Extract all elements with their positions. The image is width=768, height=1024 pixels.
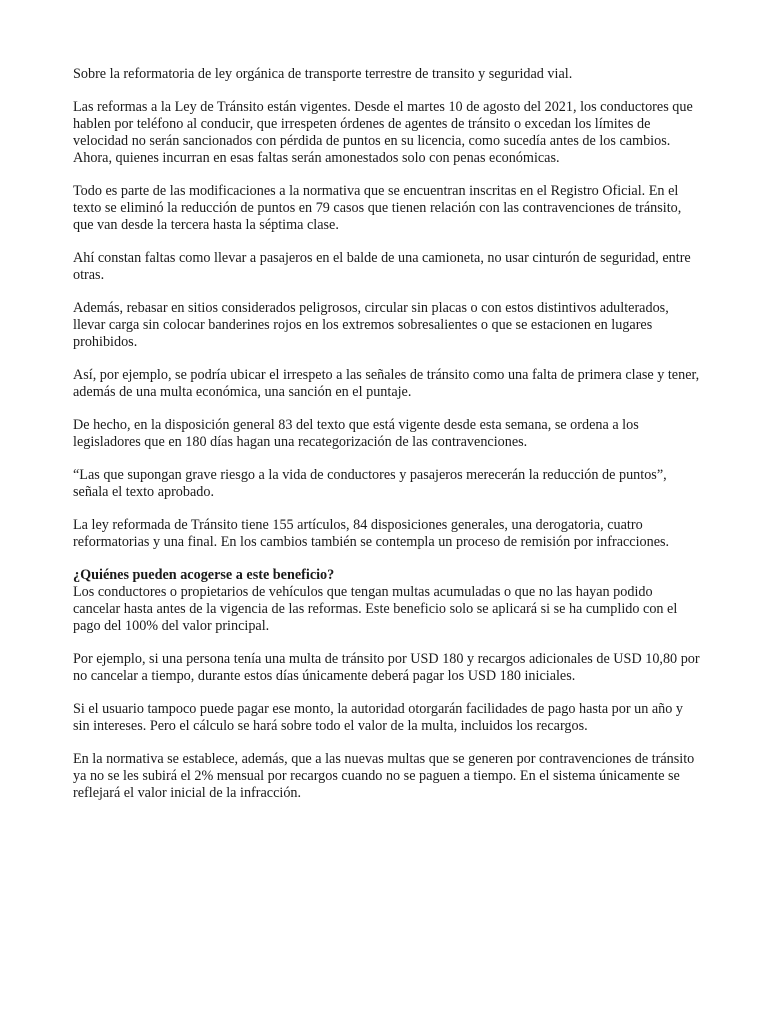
body-paragraph: Así, por ejemplo, se podría ubicar el irrespeto a las señales de tránsito como una falta de primera clase y tener, además de una multa económica, una sanción en el puntaje. [73, 367, 700, 400]
body-paragraph: Las reformas a la Ley de Tránsito están vigentes. Desde el martes 10 de agosto del 2021, los conductores que hablen por teléfono al conducir, que irrespeten órdenes de agentes de tránsito o excedan los límites de velocidad no serán sancionados con pérdida de puntos en su licencia, como sucedía antes de los cambios. Ahora, quienes incurran en esas faltas serán amonestados solo con penas económicas. [73, 99, 693, 166]
document-page [73, 66, 701, 818]
section-block [73, 567, 701, 635]
body-paragraph: De hecho, en la disposición general 83 del texto que está vigente desde esta semana, se ordena a los legisladores que en 180 días hagan una recategorización de las contravenciones. [73, 417, 639, 450]
section-paragraph: Por ejemplo, si una persona tenía una multa de tránsito por USD 180 y recargos adicionales de USD 10,80 por no cancelar a tiempo, durante estos días únicamente deberá pagar los USD 180 iniciales. [73, 651, 700, 684]
intro-paragraph: Sobre la reformatoria de ley orgánica de transporte terrestre de transito y seguridad vial. [73, 66, 573, 82]
section-paragraph: Los conductores o propietarios de vehículos que tengan multas acumuladas o que no las hayan podido cancelar hasta antes de la vigencia de las reformas. Este beneficio solo se aplicará si se ha cumplido con el pago del 100% del valor principal. [73, 584, 678, 634]
section-paragraph: En la normativa se establece, además, que a las nuevas multas que se generen por contravenciones de tránsito ya no se les subirá el 2% mensual por recargos cuando no se paguen a tiempo. En el sistema únicamente se reflejará el valor inicial de la infracción. [73, 751, 695, 801]
body-paragraph: Ahí constan faltas como llevar a pasajeros en el balde de una camioneta, no usar cinturón de seguridad, entre otras. [73, 250, 691, 283]
section-paragraph: Si el usuario tampoco puede pagar ese monto, la autoridad otorgarán facilidades de pago hasta por un año y sin intereses. Pero el cálculo se hará sobre todo el valor de la multa, incluidos los recargos. [73, 701, 683, 734]
section-heading: ¿Quiénes pueden acogerse a este beneficio? [73, 567, 335, 583]
body-paragraph: Además, rebasar en sitios considerados peligrosos, circular sin placas o con estos distintivos adulterados, llevar carga sin colocar banderines rojos en los extremos sobresalientes o que se estacionen en lugares prohibidos. [73, 300, 669, 350]
body-paragraph: La ley reformada de Tránsito tiene 155 artículos, 84 disposiciones generales, una derogatoria, cuatro reformatorias y una final. En los cambios también se contempla un proceso de remisión por infracciones. [73, 517, 670, 550]
body-paragraph: “Las que supongan grave riesgo a la vida de conductores y pasajeros merecerán la reducción de puntos”, señala el texto aprobado. [73, 467, 667, 500]
body-paragraph: Todo es parte de las modificaciones a la normativa que se encuentran inscritas en el Registro Oficial. En el texto se eliminó la reducción de puntos en 79 casos que tienen relación con las contravenciones de tránsito, que van desde la tercera hasta la séptima clase. [73, 183, 682, 233]
